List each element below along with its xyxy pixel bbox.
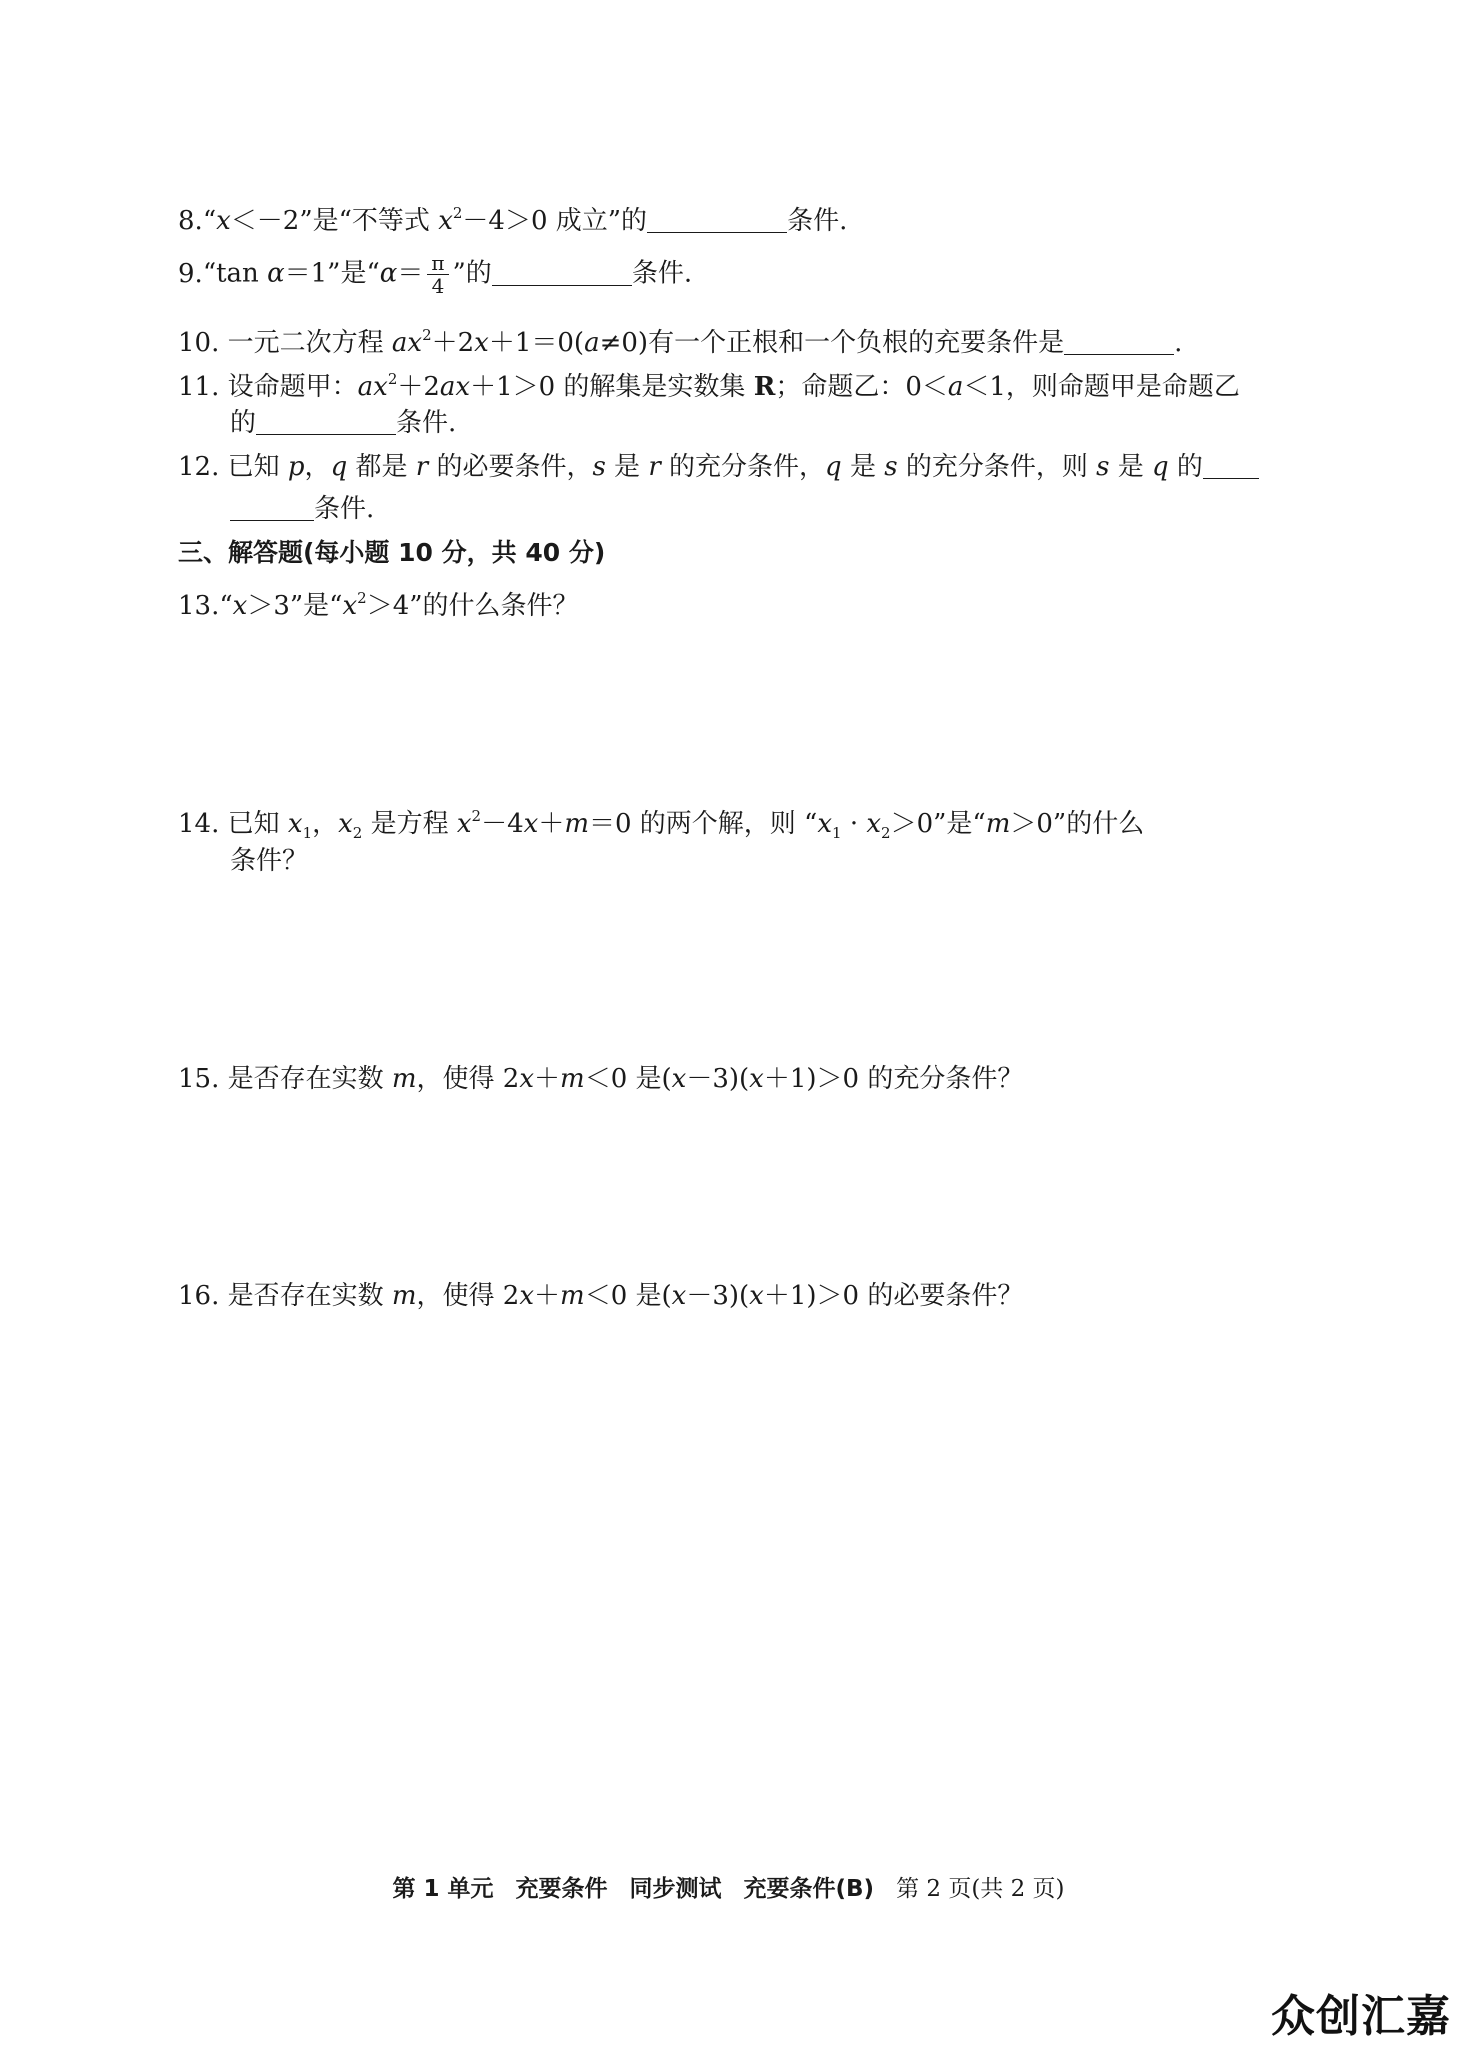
fraction: $\frac{\pi}{4}$ xyxy=(427,252,448,297)
page-footer xyxy=(0,1870,1457,1903)
answer-blank-end[interactable] xyxy=(230,490,314,521)
answer-blank[interactable] xyxy=(492,255,632,286)
answer-blank[interactable] xyxy=(256,404,396,435)
question-15: 15. 是否存在实数 m，使得 2x＋m＜0 是(x－3)(x＋1)＞0 的充分条件？ xyxy=(178,1064,1024,1094)
question-12: 12. 已知 p，q 都是 r 的必要条件，s 是 r 的充分条件，q 是 s 的充分条件，则 s 是 q 的 xyxy=(178,446,1283,488)
answer-blank-start[interactable] xyxy=(1203,448,1259,479)
question-14: 14. 已知 $x_1$，$x_2$ 是方程 $x^2-4x+m=0$ 的两个解，则 “$x_1 \cdot x_2>0$”是“m＞0”的什么 xyxy=(178,807,1145,842)
footer-unit: 第 1 单元 xyxy=(392,1876,494,1902)
question-16: 16. 是否存在实数 m，使得 2x＋m＜0 是(x－3)(x＋1)＞0 的必要条件？ xyxy=(178,1281,1024,1311)
question-13: 13.“x＞3”是“$x^2>4$”的什么条件？ xyxy=(178,589,579,621)
answer-blank[interactable] xyxy=(647,202,787,233)
footer-topic: 充要条件 xyxy=(515,1876,608,1902)
footer-title: 充要条件(B) xyxy=(743,1876,875,1902)
watermark-logo: 众创汇嘉 xyxy=(1271,1991,1451,2042)
question-14-continued: 条件？ xyxy=(230,846,309,876)
footer-page-number: 第 2 页(共 2 页) xyxy=(896,1876,1065,1902)
question-11-continued: 的 条件. xyxy=(230,402,456,444)
question-11: 11. 设命题甲：$ax^2+2ax+1>0$ 的解集是实数集 R；命题乙：0＜a＜1，则命题甲是命题乙 xyxy=(178,370,1240,402)
question-10: 10. 一元二次方程 $ax^2+2x+1=0(a\ne 0)$有一个正根和一个负根的充要条件是 . xyxy=(178,326,1183,358)
question-9: 9.“tan α＝1”是“α＝ $\frac{\pi}{4}$ ”的 条件. xyxy=(178,251,693,298)
question-8: 8.“x＜－2”是“不等式 $x^2-4>0$ 成立”的 条件. xyxy=(178,204,848,236)
answer-blank[interactable] xyxy=(1064,324,1174,355)
question-12-continued: 条件. xyxy=(230,488,374,530)
footer-test: 同步测试 xyxy=(629,1876,722,1902)
section-heading: 三、解答题(每小题 10 分，共 40 分) xyxy=(178,538,606,567)
